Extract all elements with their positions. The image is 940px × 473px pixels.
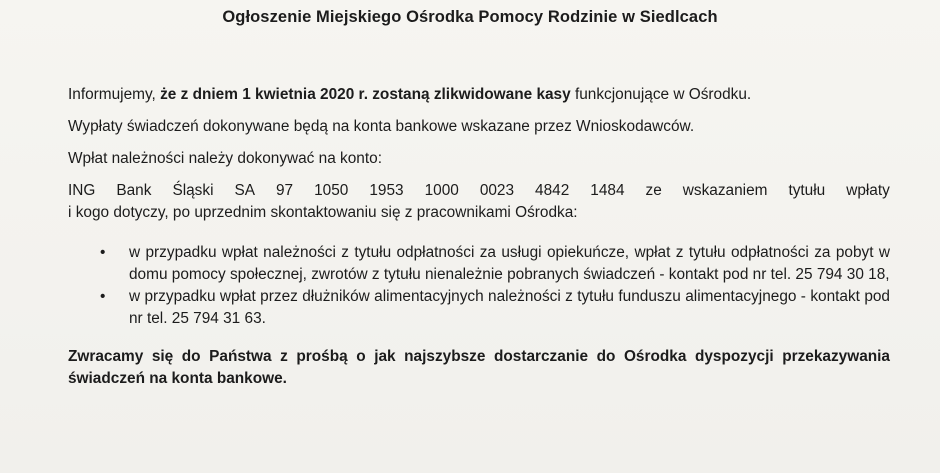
- contact-bullet-list: [68, 242, 890, 330]
- account-number-part: 1050: [314, 182, 349, 199]
- bank-word: wskazaniem: [682, 182, 768, 199]
- bank-account-line: [68, 180, 890, 202]
- paragraph-lead-text: Informujemy,: [68, 86, 156, 103]
- bullet-icon: •: [100, 288, 106, 305]
- bank-word: Bank: [116, 182, 152, 199]
- paragraph-bank-account: [68, 180, 890, 224]
- announcement-body: [68, 84, 890, 390]
- account-number-part: 1953: [369, 182, 404, 199]
- closure-date-highlight: że z dniem 1 kwietnia 2020 r. zostaną zlikwidowane kasy: [160, 86, 571, 103]
- paragraph-closure-info: [68, 84, 890, 106]
- closing-request: Zwracamy się do Państwa z prośbą o jak najszybsze dostarczanie do Ośrodka dyspozycji przekazywania świadczeń na konta bankowe.: [68, 348, 890, 387]
- paragraph-payments-intro: Wpłat należności należy dokonywać na konto:: [68, 150, 382, 167]
- paragraph-payouts: Wypłaty świadczeń dokonywane będą na konta bankowe wskazane przez Wnioskodawców.: [68, 118, 695, 135]
- bank-word: ING: [68, 182, 96, 199]
- list-item-text: w przypadku wpłat należności z tytułu odpłatności za usługi opiekuńcze, wpłat z tytułu odpłatności za pobyt w domu pomocy społecznej, zwrotów z tytułu nienależnie pobranych świadczeń - kontakt pod nr tel. 25 794 30 18,: [129, 244, 890, 283]
- bank-word: ze: [645, 182, 662, 199]
- bullet-icon: •: [100, 244, 106, 261]
- account-number-part: 4842: [535, 182, 570, 199]
- bank-word: Śląski: [172, 182, 214, 199]
- bank-account-line-2: i kogo dotyczy, po uprzednim skontaktowaniu się z pracownikami Ośrodka:: [68, 204, 578, 221]
- page-title: Ogłoszenie Miejskiego Ośrodka Pomocy Rodzinie w Siedlcach: [222, 8, 718, 26]
- account-number-part: 1000: [424, 182, 459, 199]
- account-number-part: 0023: [479, 182, 515, 199]
- bank-word: SA: [234, 182, 256, 199]
- list-item: [100, 286, 890, 330]
- bank-word: wpłaty: [846, 182, 890, 199]
- list-item: [100, 242, 890, 286]
- account-number-part: 1484: [590, 182, 625, 199]
- account-number-part: 97: [276, 182, 294, 199]
- list-item-text: w przypadku wpłat przez dłużników alimentacyjnych należności z tytułu funduszu alimentacyjnego - kontakt pod nr tel. 25 794 31 63.: [129, 288, 890, 327]
- bank-word: tytułu: [788, 182, 826, 199]
- paragraph-tail-text: funkcjonujące w Ośrodku.: [574, 86, 752, 103]
